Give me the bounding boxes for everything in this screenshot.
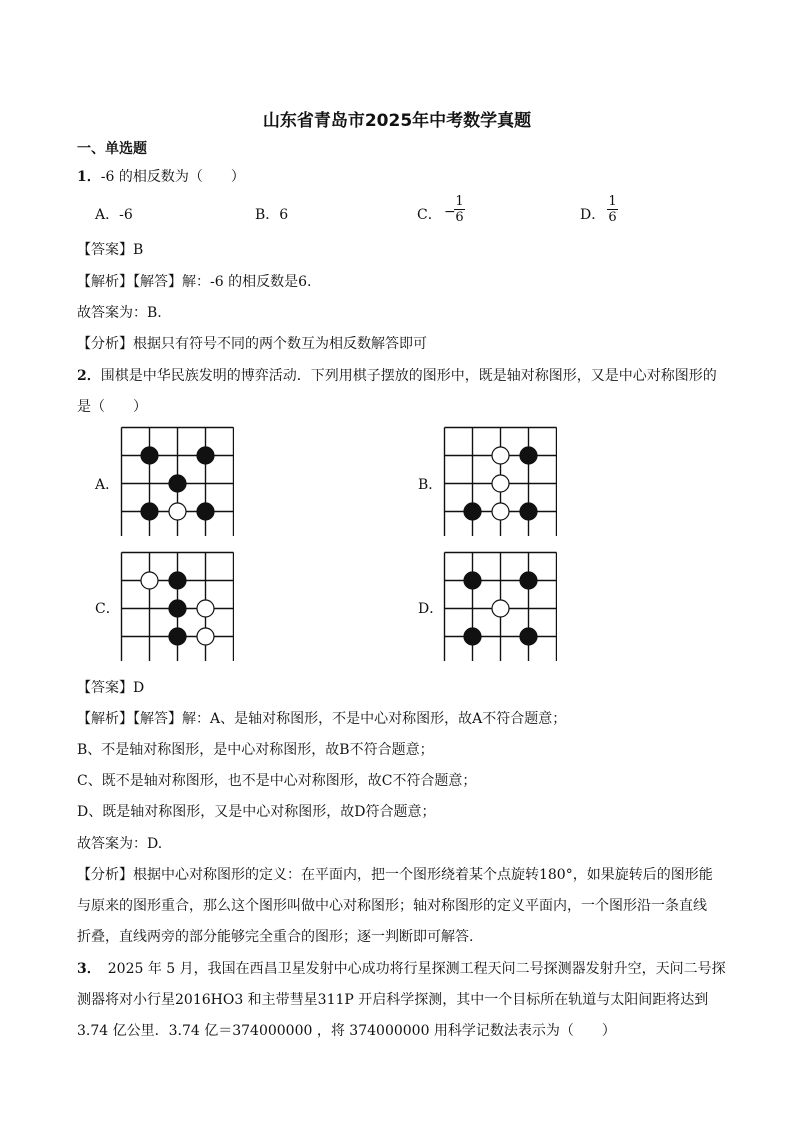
white-stone (492, 503, 509, 520)
q2-label-b: B． (418, 477, 443, 493)
q2-answer: 【答案】D (77, 680, 145, 696)
q2-label-a: A． (95, 477, 120, 493)
q2-label-d: D． (418, 601, 444, 617)
go-board-b (443, 426, 557, 536)
q1-option-d-label: D． (580, 207, 606, 223)
white-stone (492, 447, 509, 464)
q2-label-c: C． (95, 601, 120, 617)
q2-line-c: C、既不是轴对称图形，也不是中心对称图形，故C不符合题意； (77, 773, 477, 789)
q2-conclusion: 故答案为：D. (77, 836, 163, 852)
black-stone (169, 600, 186, 617)
q1-stem-text: -6 的相反数为（ ） (100, 169, 245, 185)
q2-analysis-line3: 折叠，直线两旁的部分能够完全重合的图形；逐一判断即可解答. (77, 929, 474, 945)
q2-line-b: B、不是轴对称图形，是中心对称图形，故B不符合题意； (77, 742, 434, 758)
q2-analysis-line2: 与原来的图形重合，那么这个图形叫做中心对称图形；轴对称图形的定义平面内，一个图形沿一条直线 (77, 898, 707, 914)
q1-option-d-denominator: 6 (608, 210, 617, 225)
q1-analysis: 【分析】根据只有符号不同的两个数互为相反数解答即可 (77, 336, 427, 352)
q2-stem-text: 围棋是中华民族发明的博弈活动．下列用棋子摆放的图形中，既是轴对称图形，又是中心对称图形的 (100, 368, 717, 384)
go-board-c (120, 551, 234, 661)
q1-conclusion: 故答案为：B. (77, 305, 162, 321)
q1-number: 1． (77, 169, 101, 185)
q2-stem-line2: 是（ ） (77, 399, 147, 415)
q1-option-d-fraction (607, 194, 618, 225)
q1-explanation: 【解析】【解答】解：-6 的相反数是6. (77, 274, 312, 290)
black-stone (169, 475, 186, 492)
q2-explanation: 【解析】【解答】解：A、是轴对称图形，不是中心对称图形，故A不符合题意； (77, 711, 567, 727)
q3-line3: 3.74 亿公里．3.74 亿＝374000000 ，将 374000000 用科学记数法表示为（ ） (77, 1023, 616, 1039)
q1-option-c-denominator: 6 (455, 210, 464, 225)
black-stone (464, 628, 481, 645)
black-stone (464, 572, 481, 589)
white-stone (492, 600, 509, 617)
q1-option-c-sign: − (444, 204, 456, 220)
black-stone (520, 628, 537, 645)
black-stone (169, 572, 186, 589)
q3-line1 (77, 958, 726, 978)
section-heading: 一、单选题 (77, 141, 147, 157)
q2-number: 2． (77, 368, 101, 384)
q3-number: 3． (77, 961, 94, 977)
q2-line-d: D、既是轴对称图形，又是中心对称图形，故D符合题意； (77, 804, 436, 820)
q1-answer: 【答案】B (77, 242, 144, 258)
black-stone (141, 447, 158, 464)
q1-option-a: A．-6 (95, 207, 133, 223)
white-stone (169, 503, 186, 520)
q3-line1-text: 2025 年 5 月，我国在西昌卫星发射中心成功将行星探测工程天问二号探测器发射升空，天问二号探 (93, 961, 726, 977)
black-stone (197, 503, 214, 520)
go-board-a (120, 426, 234, 536)
black-stone (197, 447, 214, 464)
white-stone (141, 572, 158, 589)
black-stone (141, 503, 158, 520)
q2-analysis-line1: 【分析】根据中心对称图形的定义：在平面内，把一个图形绕着某个点旋转180°，如果旋转后的图形能 (77, 867, 713, 883)
black-stone (520, 572, 537, 589)
q1-option-c-label: C． (417, 207, 442, 223)
black-stone (169, 628, 186, 645)
black-stone (464, 503, 481, 520)
go-board-d (443, 551, 557, 661)
q3-line2: 测器将对小行星2016HO3 和主带彗星311P 开启科学探测，其中一个目标所在轨道与太阳间距将达到 (77, 992, 709, 1008)
black-stone (520, 503, 537, 520)
q2-stem-line1 (77, 365, 717, 385)
q1-stem (77, 166, 245, 186)
q1-option-b: B．6 (255, 207, 289, 223)
black-stone (520, 447, 537, 464)
q1-option-c-numerator: 1 (455, 194, 464, 209)
page-title: 山东省青岛市2025年中考数学真题 (262, 111, 532, 131)
q1-option-c-fraction (454, 194, 465, 225)
q1-option-d-numerator: 1 (608, 194, 617, 209)
white-stone (197, 628, 214, 645)
white-stone (197, 600, 214, 617)
white-stone (492, 475, 509, 492)
